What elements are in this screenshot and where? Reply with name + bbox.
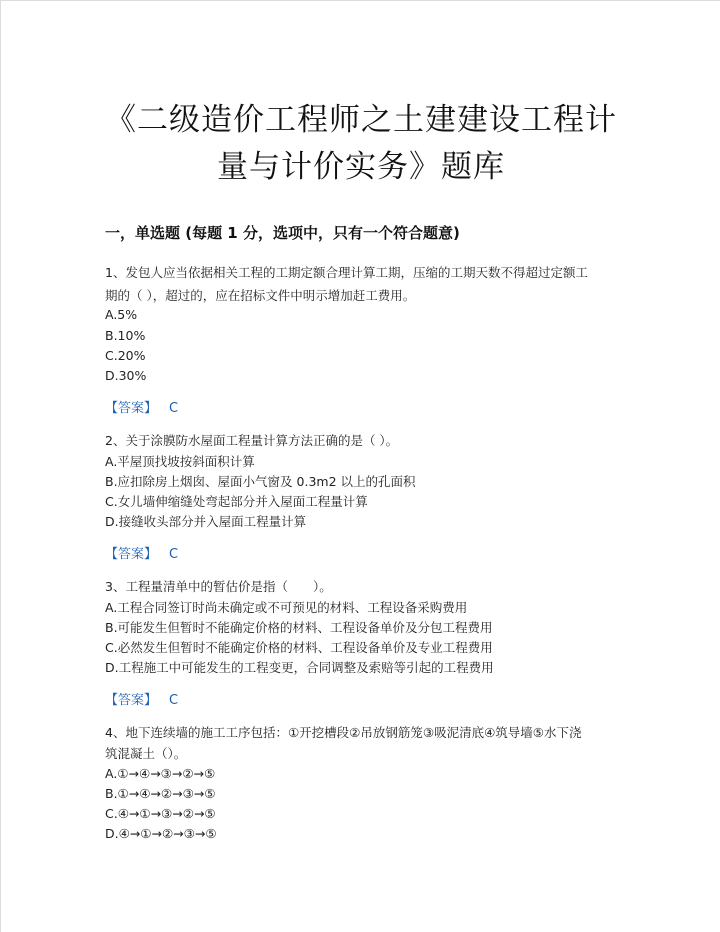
answer-label: 【答案】 — [105, 401, 158, 416]
question-4-stem-line-1: 4、地下连续墙的施工工序包括：①开挖槽段②吊放钢筋笼③吸泥清底④筑导墙⑤水下浇 — [105, 725, 582, 740]
question-4-option-b: B.①→④→②→③→⑤ — [105, 786, 216, 801]
answer-value: C — [169, 547, 179, 562]
question-3-option-c: C.必然发生但暂时不能确定价格的材料、工程设备单价及专业工程费用 — [105, 640, 493, 655]
answer-value: C — [169, 693, 179, 708]
answer-label: 【答案】 — [105, 693, 158, 708]
question-1-option-d: D.30% — [105, 368, 147, 383]
question-2-option-b: B.应扣除房上烟囱、屋面小气窗及 0.3m2 以上的孔面积 — [105, 474, 416, 489]
question-4-option-c: C.④→①→③→②→⑤ — [105, 806, 216, 821]
question-4-option-a: A.①→④→③→②→⑤ — [105, 766, 216, 781]
question-4-stem-line-2: 筑混凝土（）。 — [105, 746, 187, 761]
question-3-option-b: B.可能发生但暂时不能确定价格的材料、工程设备单价及分包工程费用 — [105, 620, 493, 635]
question-1-option-c: C.20% — [105, 348, 146, 363]
question-2-option-d: D.接缝收头部分并入屋面工程量计算 — [105, 514, 307, 529]
question-1-option-b: B.10% — [105, 328, 146, 343]
question-2-stem: 2、关于涂膜防水屋面工程量计算方法正确的是（ ）。 — [105, 433, 399, 448]
answer-label: 【答案】 — [105, 547, 158, 562]
question-3-answer — [105, 692, 178, 710]
question-2-option-c: C.女儿墙伸缩缝处弯起部分并入屋面工程量计算 — [105, 494, 368, 509]
question-3-option-d: D.工程施工中可能发生的工程变更，合同调整及索赔等引起的工程费用 — [105, 660, 494, 675]
question-2-option-a: A.平屋顶找坡按斜面积计算 — [105, 454, 255, 469]
question-1-stem-line-2: 期的（ ），超过的，应在招标文件中明示增加赶工费用。 — [105, 288, 416, 303]
section-heading: 一，单选题 (每题 1 分，选项中，只有一个符合题意) — [105, 224, 460, 242]
question-1-option-a: A.5% — [105, 307, 138, 322]
question-3-option-a: A.工程合同签订时尚未确定或不可预见的材料、工程设备采购费用 — [105, 600, 468, 615]
question-4-option-d: D.④→①→②→③→⑤ — [105, 826, 217, 841]
question-3-stem: 3、工程量清单中的暂估价是指（ ）。 — [105, 579, 332, 594]
answer-value: C — [169, 401, 179, 416]
question-1-stem-line-1: 1、发包人应当依据相关工程的工期定额合理计算工期，压缩的工期天数不得超过定额工 — [105, 265, 588, 280]
question-2-answer — [105, 546, 178, 564]
document-title-line-2: 量与计价实务》题库 — [217, 149, 505, 185]
question-1-answer — [105, 400, 178, 418]
document-title-line-1: 《二级造价工程师之土建建设工程计 — [105, 102, 617, 138]
